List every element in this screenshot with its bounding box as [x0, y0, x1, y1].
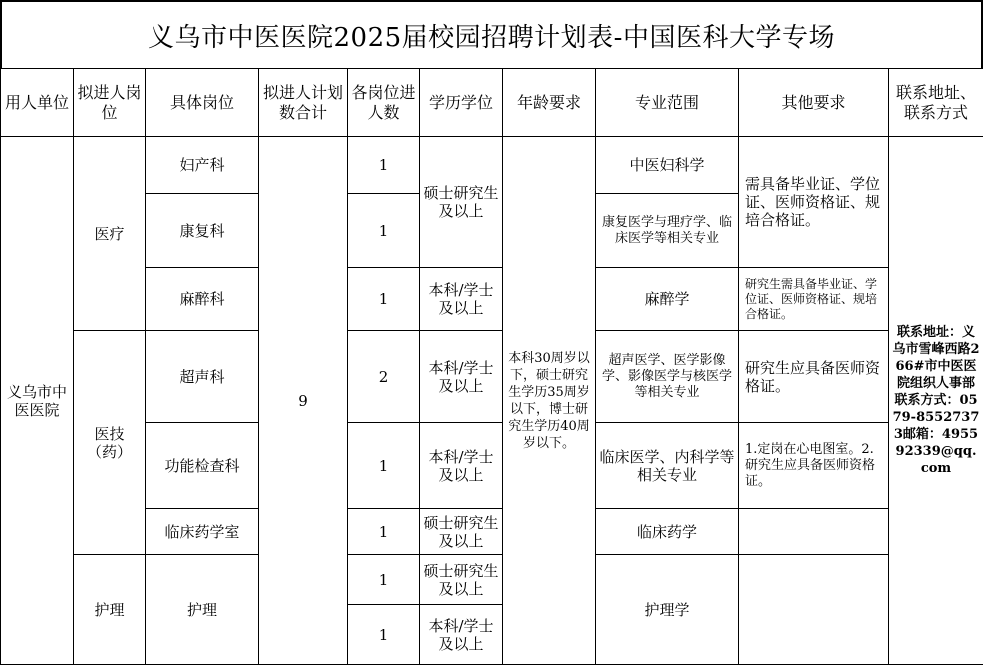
- other-requirement-cell: 研究生需具备毕业证、学位证、医师资格证、规培合格证。: [739, 268, 889, 331]
- count-cell: 1: [348, 194, 420, 268]
- other-requirement-cell: [739, 555, 889, 665]
- total-plan-cell: 9: [259, 137, 348, 665]
- age-requirement-cell: 本科30周岁以下，硕士研究生学历35周岁以下，博士研究生学历40周岁以下。: [503, 137, 596, 665]
- header-major: 专业范围: [596, 69, 739, 137]
- count-cell: 1: [348, 555, 420, 605]
- count-cell: 1: [348, 605, 420, 665]
- category-nursing: 护理: [74, 555, 146, 665]
- post-cell: 临床药学室: [146, 509, 259, 555]
- other-requirement-cell: 1.定岗在心电图室。2.研究生应具备医师资格证。: [739, 423, 889, 509]
- other-requirement-cell: 研究生应具备医师资格证。: [739, 331, 889, 423]
- category-medical: 医疗: [74, 137, 146, 331]
- header-other: 其他要求: [739, 69, 889, 137]
- table-row: [1, 509, 983, 555]
- major-cell: 护理学: [596, 555, 739, 665]
- table-row: [1, 331, 983, 423]
- table-row: [1, 555, 983, 605]
- education-cell: 本科/学士及以上: [420, 605, 503, 665]
- page-title: 义乌市中医医院2025届校园招聘计划表-中国医科大学专场: [0, 0, 983, 68]
- education-cell: 硕士研究生及以上: [420, 509, 503, 555]
- major-cell: 临床医学、内科学等相关专业: [596, 423, 739, 509]
- recruitment-table: [0, 68, 983, 665]
- category-tech: 医技（药）: [74, 331, 146, 555]
- post-cell: 麻醉科: [146, 268, 259, 331]
- header-post: 具体岗位: [146, 69, 259, 137]
- major-cell: 超声医学、医学影像学、影像医学与核医学等相关专业: [596, 331, 739, 423]
- major-cell: 中医妇科学: [596, 137, 739, 194]
- education-cell: 本科/学士及以上: [420, 268, 503, 331]
- other-requirement-cell: 需具备毕业证、学位证、医师资格证、规培合格证。: [739, 137, 889, 268]
- header-contact: 联系地址、联系方式: [889, 69, 983, 137]
- post-cell: 妇产科: [146, 137, 259, 194]
- header-education: 学历学位: [420, 69, 503, 137]
- table-row: [1, 268, 983, 331]
- education-cell: 硕士研究生及以上: [420, 555, 503, 605]
- count-cell: 1: [348, 137, 420, 194]
- table-row: [1, 423, 983, 509]
- post-cell: 超声科: [146, 331, 259, 423]
- unit-cell: 义乌市中医医院: [1, 137, 74, 665]
- education-cell: 本科/学士及以上: [420, 331, 503, 423]
- other-requirement-cell: [739, 509, 889, 555]
- header-total: 拟进人计划数合计: [259, 69, 348, 137]
- major-cell: 麻醉学: [596, 268, 739, 331]
- count-cell: 1: [348, 509, 420, 555]
- post-cell: 功能检查科: [146, 423, 259, 509]
- header-count: 各岗位进人数: [348, 69, 420, 137]
- table-row: [1, 137, 983, 194]
- count-cell: 1: [348, 268, 420, 331]
- education-cell: 硕士研究生及以上: [420, 137, 503, 268]
- header-category: 拟进人岗位: [74, 69, 146, 137]
- count-cell: 1: [348, 423, 420, 509]
- contact-cell: 联系地址：义乌市雪峰西路266#市中医医院组织人事部联系方式：0579-85527373邮箱：495592339@qq.com: [889, 137, 983, 665]
- major-cell: 临床药学: [596, 509, 739, 555]
- header-row: [1, 69, 983, 137]
- post-cell: 护理: [146, 555, 259, 665]
- count-cell: 2: [348, 331, 420, 423]
- header-age: 年龄要求: [503, 69, 596, 137]
- post-cell: 康复科: [146, 194, 259, 268]
- header-unit: 用人单位: [1, 69, 74, 137]
- education-cell: 本科/学士及以上: [420, 423, 503, 509]
- major-cell: 康复医学与理疗学、临床医学等相关专业: [596, 194, 739, 268]
